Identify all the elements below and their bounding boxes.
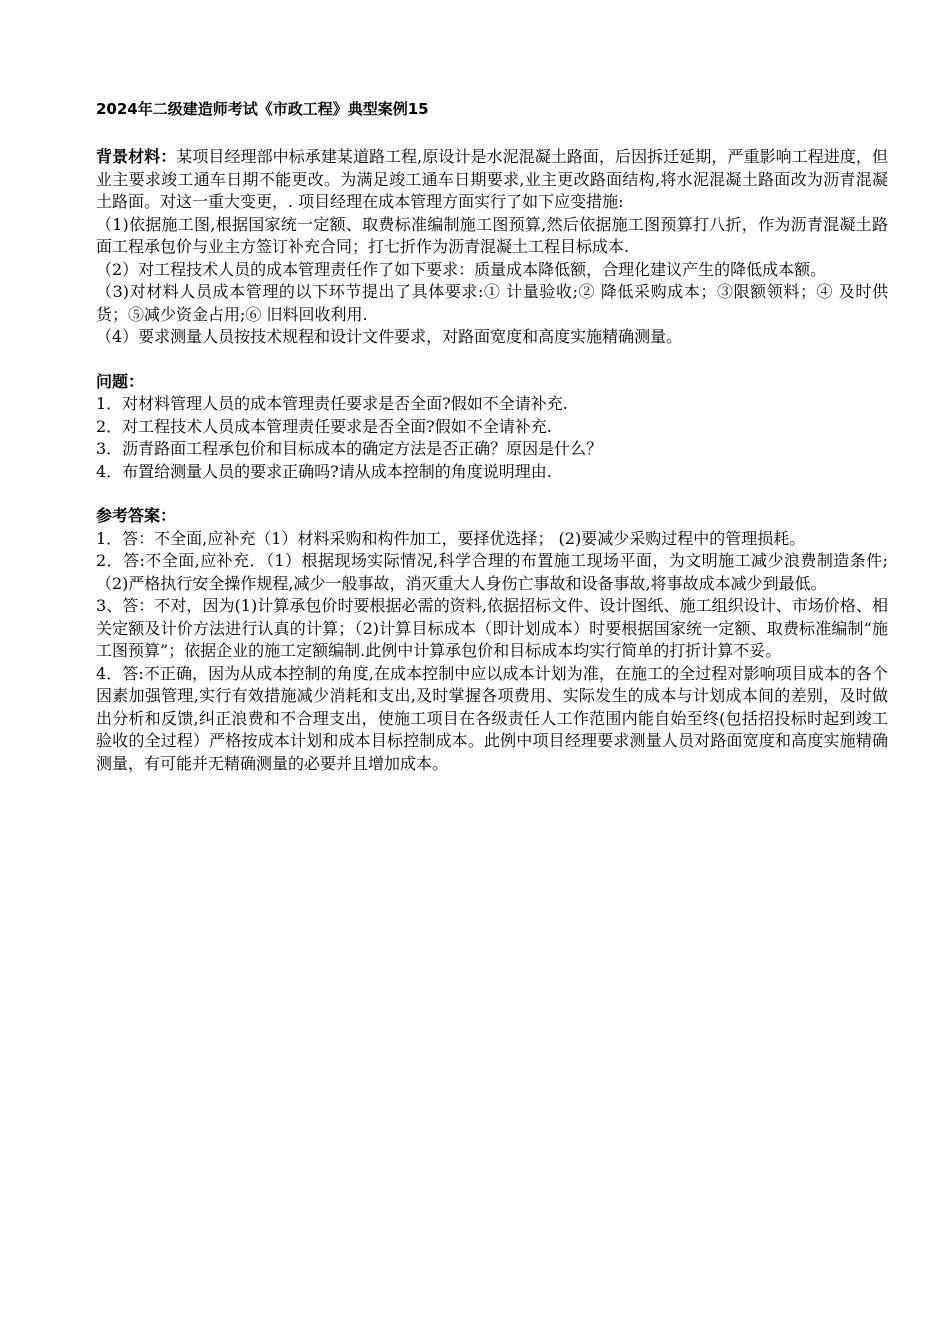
background-intro xyxy=(96,146,888,214)
question-item-3: 3．沥青路面工程承包价和目标成本的确定方法是否正确？原因是什么？ xyxy=(96,439,603,458)
answers-heading: 参考答案： xyxy=(96,506,177,525)
question-item-4: 4．布置给测量人员的要求正确吗?请从成本控制的角度说明理由. xyxy=(96,461,552,481)
questions-section xyxy=(96,371,888,484)
measure-item-4: （4）要求测量人员按技术规程和设计文件要求，对路面宽度和高度实施精确测量。 xyxy=(96,327,683,346)
document-title: 2024年二级建造师考试《市政工程》典型案例15 xyxy=(96,100,429,118)
background-heading: 背景材料： xyxy=(96,147,177,166)
answers-section xyxy=(96,505,888,775)
answer-item-1: 1．答：不全面,应补充（1）材料采购和构件加工，要择优选择； (2)要减少采购过程中的管理损耗。 xyxy=(96,528,806,548)
background-intro-text: 某项目经理部中标承建某道路工程,原设计是水泥混凝土路面，后因拆迁延期，严重影响工程进度，但业主要求竣工通车日期不能更改。为满足竣工通车日期要求,业主更改路面结构,将水泥混凝土路面改为沥青混凝土路面。对这一重大变更，. 项目经理在成本管理方面实行了如下应变措施: xyxy=(96,147,888,211)
answer-item-3: 3、答：不对，因为(1)计算承包价时要根据必需的资料,依据招标文件、设计图纸、施工组织设计、市场价格、相关定额及计价方法进行认真的计算；（2)计算目标成本（即计划成本）时要根据国家统一定额、取费标准编制“施工图预算”；依据企业的施工定额编制.此例中计算承包价和目标成本均实行简单的打折计算不妥。 xyxy=(96,596,888,660)
measure-item-3: （3)对材料人员成本管理的以下环节提出了具体要求:① 计量验收;② 降低采购成本；③限额领料；④ 及时供货；⑤减少资金占用;⑥ 旧料回收利用. xyxy=(96,282,888,324)
background-section xyxy=(96,146,888,349)
measure-item-1: （1)依据施工图,根据国家统一定额、取费标准编制施工图预算,然后依据施工图预算打八折，作为沥青混凝土路面工程承包价与业主方签订补充合同；打七折作为沥青混凝土工程目标成本. xyxy=(96,214,888,256)
answer-item-2: 2．答:不全面,应补充．（1）根据现场实际情况,科学合理的布置施工现场平面，为文明施工减少浪费制造条件;（2)严格执行安全操作规程,减少一般事故，消灭重大人身伤亡事故和设备事故,将事故成本减少到最低。 xyxy=(96,551,888,593)
measure-item-2: （2）对工程技术人员的成本管理责任作了如下要求：质量成本降低额，合理化建议产生的降低成本额。 xyxy=(96,259,827,279)
document-page xyxy=(96,98,888,797)
answer-item-4: 4．答:不正确，因为从成本控制的角度,在成本控制中应以成本计划为准，在施工的全过程对影响项目成本的各个因素加强管理,实行有效措施减少消耗和支出,及时掌握各项费用、实际发生的成本与计划成本间的差别，及时做出分析和反馈,纠正浪费和不合理支出，使施工项目在各级责任人工作范围内能自始至终(包括招投标时起到竣工验收的全过程）严格按成本计划和成本目标控制成本。此例中项目经理要求测量人员对路面宽度和高度实施精确测量，有可能并无精确测量的必要并且增加成本。 xyxy=(96,663,888,773)
question-item-2: 2．对工程技术人员成本管理责任要求是否全面?假如不全请补充. xyxy=(96,416,552,436)
question-item-1: 1．对材料管理人员的成本管理责任要求是否全面?假如不全请补充. xyxy=(96,394,568,413)
questions-heading: 问题： xyxy=(96,371,145,391)
